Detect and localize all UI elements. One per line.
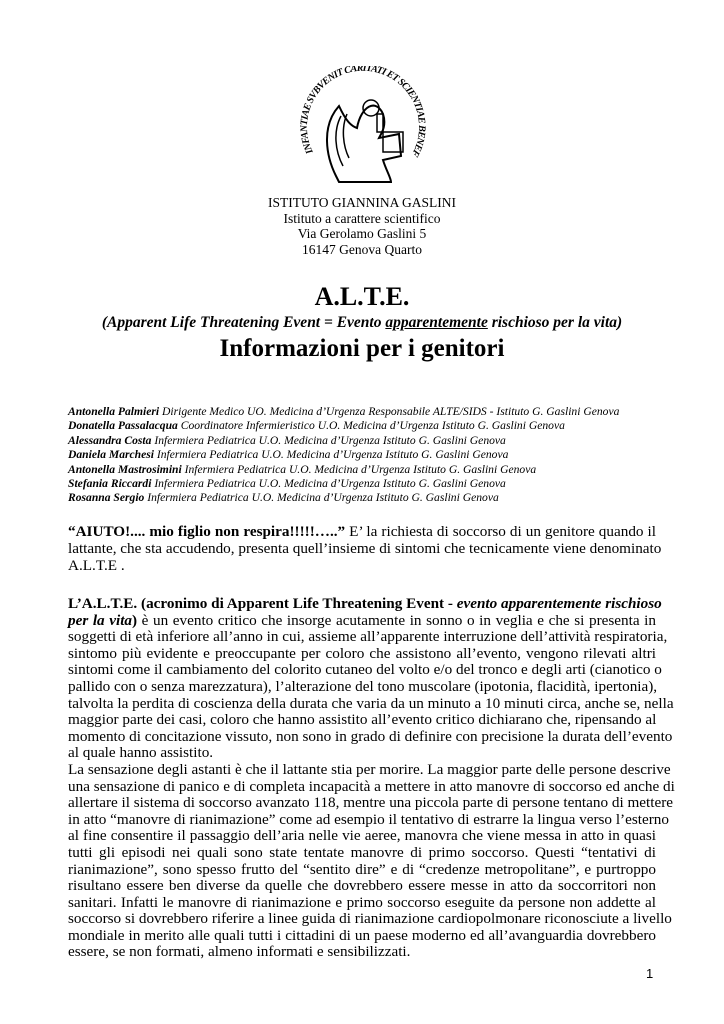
text-line: [68, 523, 656, 540]
author-line: [68, 419, 619, 433]
paragraph-body: [68, 628, 675, 961]
author-name: Antonella Mastrosimini: [68, 462, 182, 476]
text-line: in atto “manovre di rianimazione” come ad esempio il tentativo di estrarre la lingua verso l’esterno: [68, 810, 669, 828]
text-line: rianimazione”, sono spesso frutto del “sentito dire” e di “credenze metropolitane”, e purtroppo: [68, 860, 656, 878]
text-segment: è un evento critico che insorge acutamente in sonno o in veglia e che si presenta in: [137, 611, 656, 629]
text-line: [68, 613, 656, 630]
text-line: risultano essere ben diverse da quelle che dovrebbero essere messe in atto da soccorritori non: [68, 877, 656, 895]
text-line: lattante, che sta accudendo, presenta quell’insieme di sintomi che tecnicamente viene denominato: [68, 540, 662, 557]
author-line: [68, 463, 619, 477]
text-line: soggetti di età inferiore all’anno in cui, assieme all’apparente interruzione dell’attività respiratoria,: [68, 628, 668, 646]
author-line: [68, 405, 619, 419]
text-line: soccorso si dovrebbero riferire a linee guida di rianimazione cardiopolmonare riconosciute a livello: [68, 910, 672, 928]
author-name: Daniela Marchesi: [68, 448, 154, 462]
text-line: essere, se non formati, almeno informati e sensibilizzati.: [68, 943, 411, 961]
institute-name: ISTITUTO GIANNINA GASLINI: [268, 195, 456, 210]
author-line: [68, 448, 619, 462]
quote-text: “AIUTO!.... mio figlio non respira!!!!!…..”: [68, 523, 346, 540]
bold-italic-text: evento apparentemente rischioso: [456, 595, 662, 612]
document-title: A.L.T.E.: [314, 282, 410, 311]
expansion-text: rischioso per la vita): [487, 314, 623, 331]
authors-list: [68, 405, 619, 506]
text-line: sintomi come il cambiamento del colorito cutaneo del volto e/o del tronco e degli arti (cianotico o: [68, 661, 662, 679]
author-role: Coordinatore Infermieristico U.O. Medicina d’Urgenza Istituto G. Gaslini Genova: [177, 419, 565, 433]
author-role: Infermiera Pediatrica U.O. Medicina d’Urgenza Istituto G. Gaslini Genova: [154, 448, 509, 462]
author-role: Infermiera Pediatrica U.O. Medicina d’Urgenza Istituto G. Gaslini Genova: [151, 433, 506, 447]
bold-text: ): [132, 611, 138, 629]
text-line: al fine consentire il passaggio dell’aria nelle vie aeree, manovra che viene messa in atto in quasi: [68, 827, 656, 845]
text-line: La sensazione degli astanti è che il lattante stia per morire. La maggior parte delle persone descrive: [68, 760, 671, 778]
institute-header: [0, 195, 724, 258]
text-line: A.L.T.E .: [68, 557, 125, 574]
author-name: Antonella Palmieri: [68, 405, 160, 418]
text-line: momento di concitazione vissuto, non sono in grado di definire con precisione la durata dell’evento: [68, 727, 673, 745]
text-segment: E’ la richiesta di soccorso di un genitore quando il: [345, 523, 656, 540]
author-line: [68, 491, 619, 505]
author-name: Alessandra Costa: [68, 433, 152, 447]
text-line: tutti gli episodi nei quali sono state tentate manovre di primo soccorso. Questi “tentativi di: [68, 843, 656, 861]
author-role: Dirigente Medico UO. Medicina d’Urgenza Responsabile ALTE/SIDS - Istituto G. Gaslini Genova: [159, 405, 620, 418]
document-heading: Informazioni per i genitori: [219, 335, 505, 362]
title-expansion: [0, 313, 724, 332]
institute-street: Via Gerolamo Gaslini 5: [297, 226, 427, 242]
author-role: Infermiera Pediatrica U.O. Medicina d’Urgenza Istituto G. Gaslini Genova: [151, 477, 506, 491]
text-line: al quale hanno assistito.: [68, 744, 214, 762]
expansion-text: (Apparent Life Threatening Event = Evento: [101, 314, 386, 331]
author-role: Infermiera Pediatrica U.O. Medicina d’Urgenza Istituto G. Gaslini Genova: [181, 462, 537, 476]
institute-city: 16147 Genova Quarto: [302, 242, 422, 258]
text-line: pallido con o senza marezzatura), l’alterazione del tono muscolare (ipotonia, flacidità, ipertonia),: [68, 677, 658, 695]
author-line: [68, 434, 619, 448]
text-line: sintomo più evidente e preoccupante per coloro che assistono all’evento, vengono rilevati altri: [68, 644, 656, 662]
text-line: sanitari. Infatti le manovre di rianimazione e primo soccorso eseguite da persone non addette al: [68, 893, 656, 911]
institute-seal-logo: [291, 66, 435, 190]
author-role: Infermiera Pediatrica U.O. Medicina d’Urgenza Istituto G. Gaslini Genova: [144, 491, 499, 505]
text-line: talvolta la perdita di coscienza della durata che varia da un minuto a 10 minuti circa, anche se, nella: [68, 694, 674, 712]
bold-text: L’A.L.T.E. (acronimo di Apparent Life Threatening Event -: [68, 595, 457, 612]
text-line: una sensazione di panico e di completa incapacità a mettere in atto manovre di soccorso ed anche di: [68, 777, 675, 795]
text-line: maggior parte dei casi, coloro che hanno assistito all’evento critico dichiarano che, ripensando al: [68, 711, 657, 729]
author-line: [68, 477, 619, 491]
author-name: Rosanna Sergio: [68, 491, 145, 505]
author-name: Donatella Passalacqua: [68, 419, 178, 433]
paragraph-intro: [68, 523, 662, 574]
bold-italic-text: per la vita: [68, 611, 133, 629]
institute-subtitle: Istituto a carattere scientifico: [283, 210, 441, 226]
expansion-underlined: apparentemente: [385, 314, 488, 331]
text-line: [68, 595, 662, 613]
page-number: 1: [646, 966, 654, 981]
text-line: allertare il sistema di soccorso avanzato 118, mentre una piccola parte di persone tentano di mettere: [68, 794, 674, 812]
author-name: Stefania Riccardi: [68, 477, 152, 491]
text-line: mondiale in merito alle quali tutti i cittadini di un paese moderno ed all’avanguardia dovrebbero: [68, 926, 656, 944]
paragraph-definition: [68, 595, 675, 961]
svg-text:INFANTIAE SVBVENIT CARITATI ET: INFANTIAE SVBVENIT CARITATI ET SCIENTIAE BENEF: [298, 66, 428, 159]
